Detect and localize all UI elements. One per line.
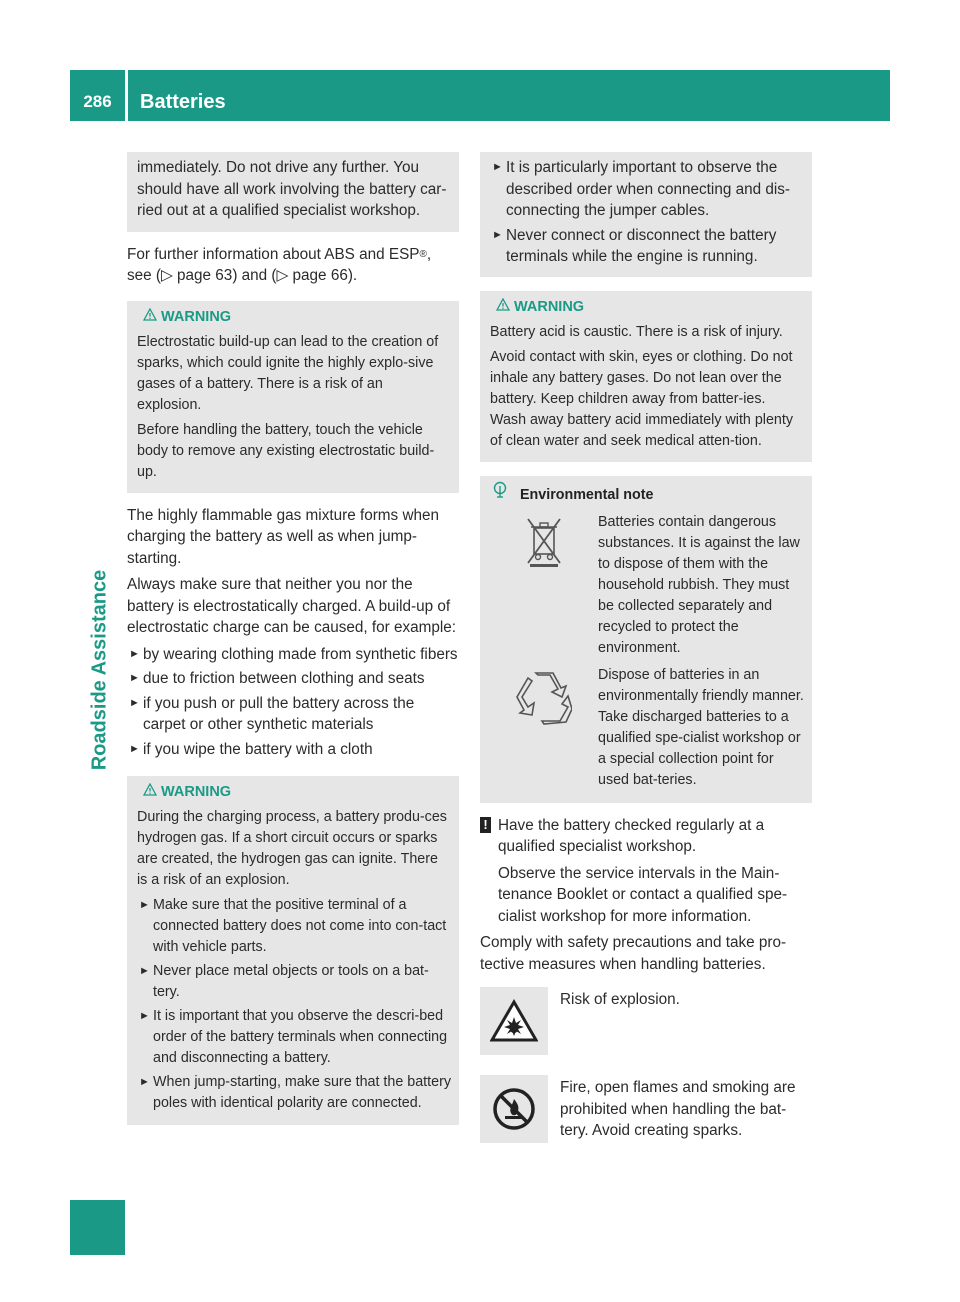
- bullet-icon: ►: [129, 742, 140, 755]
- list-text: if you push or pull the battery across the carpet or other synthetic materials: [143, 694, 415, 733]
- page-number: 286: [83, 92, 112, 111]
- box-text: immediately. Do not drive any further. You should have all work involving the battery car-ried out at a qualified specialist workshop.: [137, 159, 447, 219]
- jumper-list: [490, 157, 804, 268]
- warning-heading: [137, 781, 451, 803]
- left-column: [127, 152, 459, 1137]
- continued-warning-box: [480, 152, 812, 277]
- env-heading-text: Environmental note: [520, 486, 654, 503]
- env-row: [490, 512, 804, 659]
- bullet-icon: ►: [139, 899, 150, 911]
- icon-cell: [490, 512, 598, 659]
- warning-heading: [137, 306, 451, 328]
- list-item: [127, 693, 459, 736]
- list-item: [137, 1006, 451, 1069]
- list-text: Never place metal objects or tools on a bat-tery.: [153, 963, 429, 1000]
- warning-box-electrostatic: [127, 301, 459, 493]
- list-item: [137, 1072, 451, 1114]
- warning-label: WARNING: [514, 298, 585, 315]
- side-tab-label: Roadside Assistance: [88, 569, 111, 771]
- paragraph: Comply with safety precautions and take pro-tective measures when handling batteries.: [480, 934, 787, 973]
- warning-box-hydrogen: [127, 776, 459, 1125]
- warning-triangle-icon: [143, 306, 161, 327]
- warning-label: WARNING: [161, 308, 232, 325]
- bullet-icon: ►: [139, 965, 150, 977]
- list-item: [137, 961, 451, 1003]
- list-item: [127, 668, 459, 690]
- list-item: [490, 225, 804, 268]
- env-text: Batteries contain dangerous substances. It is against the law to dispose of them with the household rubbish. They must be collected separately and recycled to protect the environment.: [598, 513, 800, 656]
- warning-triangle-icon: [143, 781, 161, 802]
- notice-text: Have the battery checked regularly at a qualified specialist workshop.: [498, 816, 765, 855]
- warning-list: [137, 895, 451, 1114]
- env-row: [490, 665, 804, 791]
- env-heading: [490, 481, 804, 506]
- warning-triangle-icon: [496, 296, 514, 317]
- list-text: by wearing clothing made from synthetic fibers: [143, 645, 458, 663]
- warning-text: Before handling the battery, touch the vehicle body to remove any existing electrostatic build-up.: [137, 421, 435, 480]
- notice-text: Observe the service intervals in the Main-tenance Booklet or contact a qualified spe-cialist workshop for more information.: [498, 864, 788, 925]
- list-text: due to friction between clothing and seats: [143, 670, 425, 687]
- list-text: if you wipe the battery with a cloth: [143, 740, 373, 758]
- symbol-row-no-fire: [480, 1075, 812, 1143]
- warning-label: WARNING: [161, 784, 232, 800]
- warning-text: Avoid contact with skin, eyes or clothing. Do not inhale any battery gases. Do not lean over the battery. Keep children away from batter-ies. Wash away battery acid immediately with plenty of clean water and seek medical atten-tion.: [490, 348, 794, 449]
- bullet-icon: ►: [129, 672, 140, 684]
- list-item: [127, 644, 459, 666]
- env-text: Dispose of batteries in an environmentally friendly manner. Take discharged batteries to a qualified spe-cialist workshop or a special collection point for used bat-teries.: [598, 666, 804, 788]
- list-text: It is particularly important to observe the described order when connecting and dis-connecting the jumper cables.: [506, 159, 791, 219]
- paragraph: The highly flammable gas mixture forms when charging the battery as well as when jump-starting.: [127, 506, 440, 567]
- bullet-icon: ►: [139, 1010, 150, 1022]
- warning-text: During the charging process, a battery produ-ces hydrogen gas. If a short circuit occurs or sparks are created, the hydrogen gas can ignite. There is a risk of an explosion.: [137, 809, 447, 888]
- no-fire-icon: [480, 1075, 548, 1143]
- continued-warning-box: [127, 152, 459, 232]
- side-tab-marker: [70, 1200, 125, 1255]
- warning-box-acid: [480, 291, 812, 462]
- abs-text: For further information about ABS and ESP: [127, 245, 420, 263]
- bullet-icon: ►: [129, 696, 140, 709]
- notice-icon: !: [480, 817, 491, 833]
- bullet-icon: ►: [139, 1076, 150, 1088]
- bullet-icon: ►: [492, 228, 503, 241]
- symbol-row-explosion: [480, 987, 812, 1055]
- explosion-warning-icon: [480, 987, 548, 1055]
- icon-cell: [490, 665, 598, 791]
- crossed-bin-icon: [525, 516, 563, 575]
- page-reference[interactable]: see (▷ page 63) and (▷ page 66).: [127, 267, 358, 284]
- list-text: Never connect or disconnect the battery terminals while the engine is running.: [506, 226, 777, 265]
- bullet-icon: ►: [129, 647, 140, 660]
- right-column: [480, 152, 812, 1143]
- symbol-text: Fire, open flames and smoking are prohibited when handling the bat-tery. Avoid creating sparks.: [560, 1079, 796, 1139]
- cause-list: [127, 644, 459, 761]
- notice: [480, 815, 812, 928]
- list-item: [137, 895, 451, 958]
- list-text: When jump-starting, make sure that the battery poles with identical polarity are connected.: [153, 1074, 451, 1111]
- section-title: Batteries: [140, 91, 226, 113]
- list-text: It is important that you observe the descri-bed order of the battery terminals when connecting and disconnecting a battery.: [153, 1008, 448, 1066]
- bullet-icon: ►: [492, 161, 503, 173]
- symbol-text: Risk of explosion.: [560, 991, 680, 1008]
- environmental-note-box: [480, 476, 812, 803]
- warning-heading: [490, 296, 804, 318]
- warning-text: Electrostatic build-up can lead to the creation of sparks, which could ignite the highly explo-sive gases of a battery. There is a risk of an explosion.: [137, 333, 439, 413]
- recycle-icon: [516, 669, 572, 734]
- abs-comma: ,: [426, 245, 432, 263]
- list-item: [127, 739, 459, 761]
- paragraph: Always make sure that neither you nor the battery is electrostatically charged. A build-up of electrostatic charge can be caused, for example:: [127, 576, 457, 636]
- header-divider: [125, 70, 128, 121]
- abs-info-paragraph: [127, 244, 459, 287]
- list-text: Make sure that the positive terminal of a connected battery does not come into con-tact with vehicle parts.: [153, 897, 447, 955]
- environment-bulb-icon: [492, 481, 520, 506]
- list-item: [490, 157, 804, 222]
- registered-mark: ®: [419, 248, 427, 260]
- warning-text: Battery acid is caustic. There is a risk of injury.: [490, 323, 783, 340]
